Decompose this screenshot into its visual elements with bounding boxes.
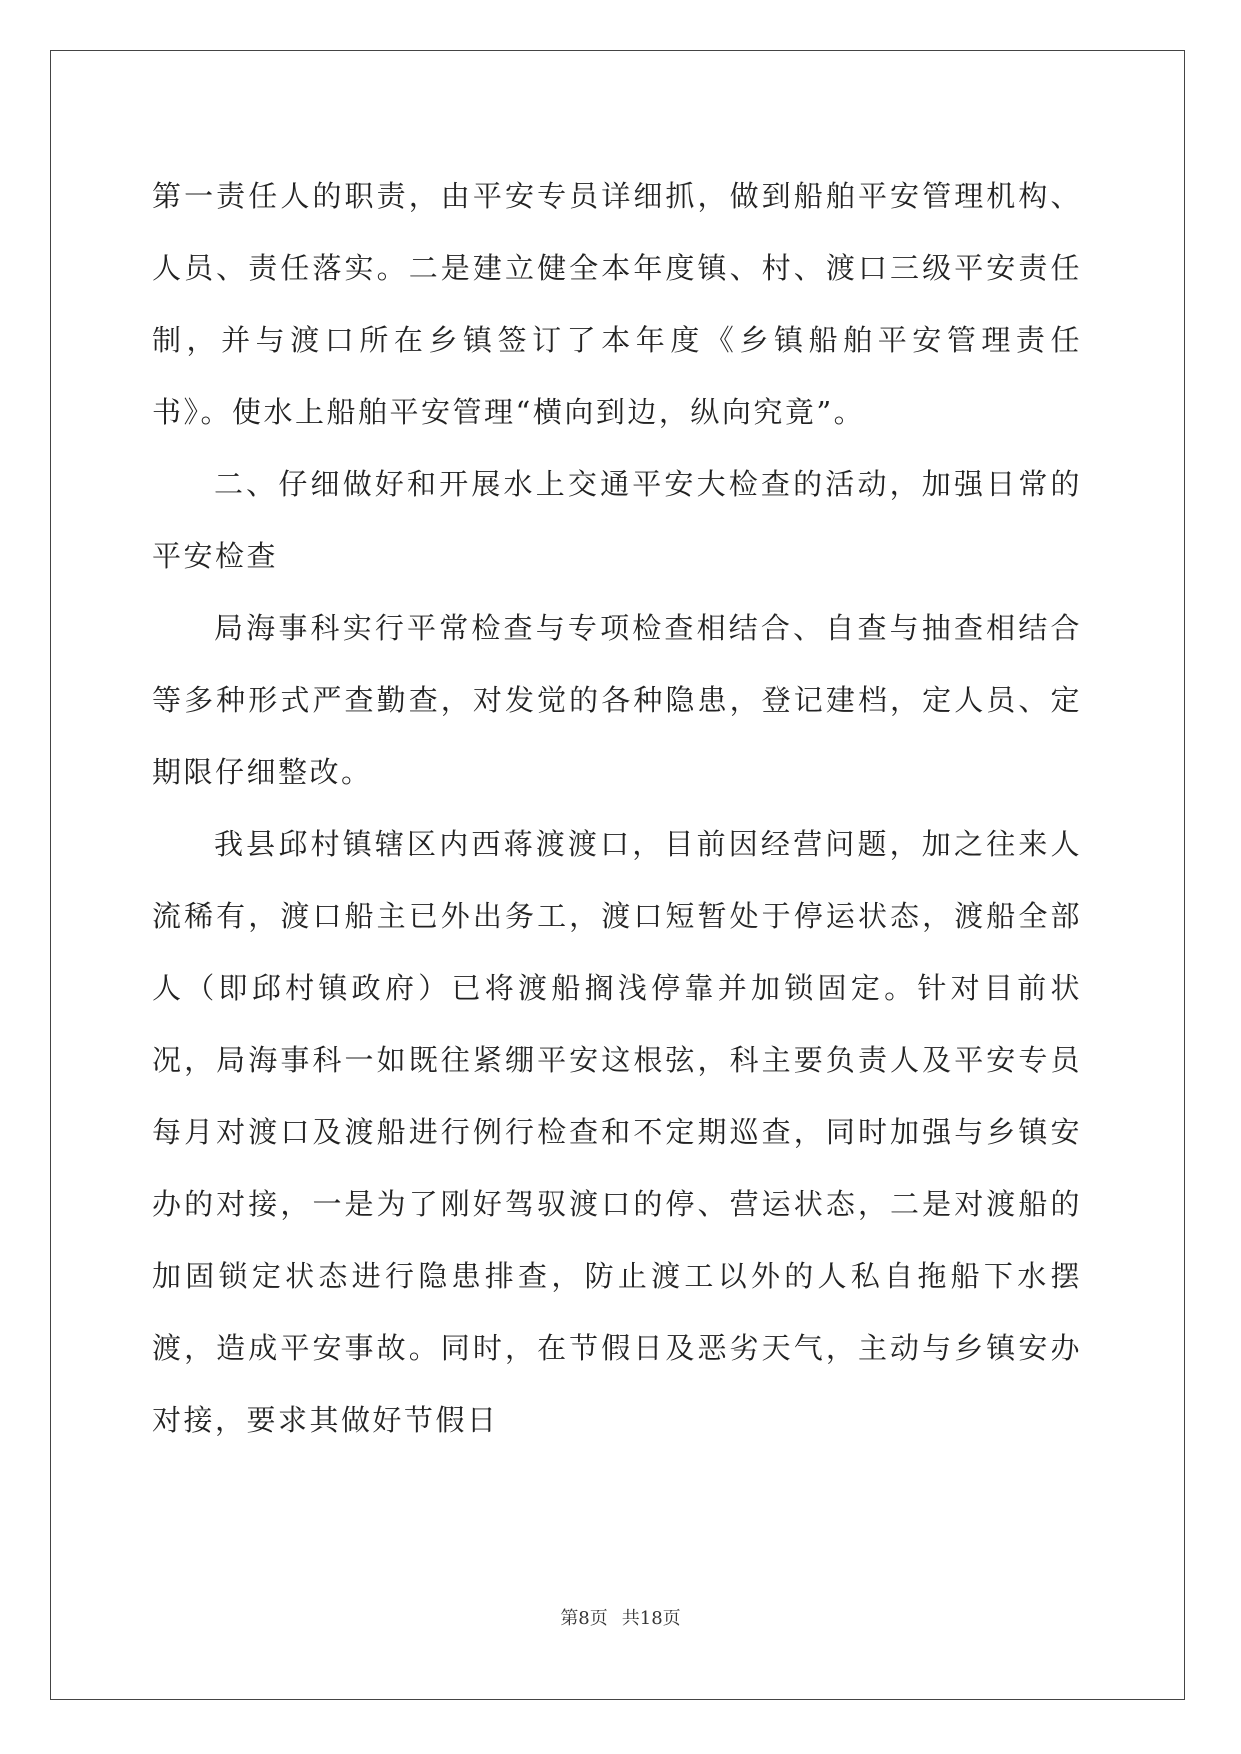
page-total: 共18页 [621, 1608, 681, 1629]
page-footer [0, 1604, 1241, 1630]
section-heading: 二、仔细做好和开展水上交通平安大检查的活动，加强日常的平安检查 [152, 467, 1082, 573]
document-body [152, 160, 1082, 1456]
paragraph: 我县邱村镇辖区内西蒋渡渡口，目前因经营问题，加之往来人流稀有，渡口船主已外出务工，渡口短暂处于停运状态，渡船全部人（即邱村镇政府）已将渡船搁浅停靠并加锁固定。针对目前状况，局海事科一如既往紧绷平安这根弦，科主要负责人及平安专员每月对渡口及渡船进行例行检查和不定期巡查，同时加强与乡镇安办的对接，一是为了刚好驾驭渡口的停、营运状态，二是对渡船的加固锁定状态进行隐患排查，防止渡工以外的人私自拖船下水摆渡，造成平安事故。同时，在节假日及恶劣天气，主动与乡镇安办对接，要求其做好节假日 [152, 827, 1082, 1437]
page-number: 第8页 [560, 1608, 608, 1629]
paragraph: 局海事科实行平常检查与专项检查相结合、自查与抽查相结合等多种形式严查勤查，对发觉的各种隐患，登记建档，定人员、定期限仔细整改。 [152, 611, 1082, 789]
paragraph-continuation: 第一责任人的职责，由平安专员详细抓，做到船舶平安管理机构、人员、责任落实。二是建立健全本年度镇、村、渡口三级平安责任制，并与渡口所在乡镇签订了本年度《乡镇船舶平安管理责任书》。使水上船舶平安管理“横向到边，纵向究竟”。 [152, 179, 1082, 429]
